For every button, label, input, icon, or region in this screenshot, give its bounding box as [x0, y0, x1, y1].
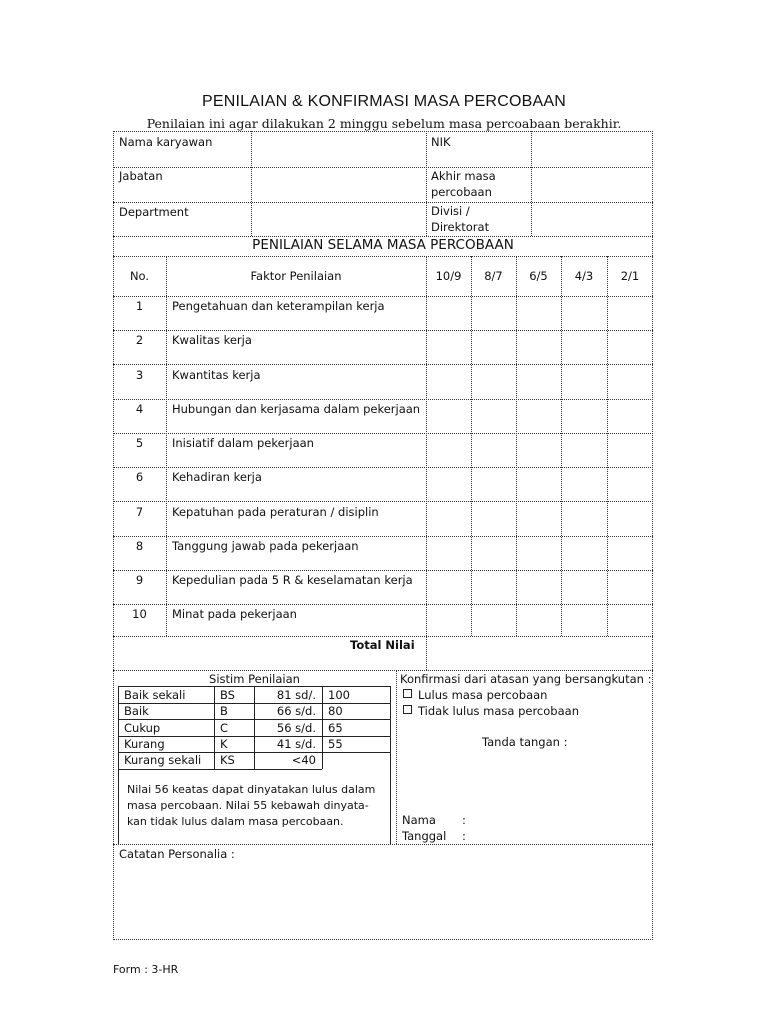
divider — [113, 570, 653, 571]
grid-line — [118, 769, 322, 770]
sistim-range: 66 s/d. — [276, 704, 316, 718]
option-lulus-label: Lulus masa percobaan — [418, 688, 548, 702]
sistim-title: Sistim Penilaian — [209, 672, 300, 686]
tanggal-colon: : — [462, 829, 466, 843]
grid-line — [390, 686, 391, 844]
sistim-range: <40 — [291, 753, 316, 767]
divider — [113, 167, 653, 168]
row-label: Pengetahuan dan keterampilan kerja — [172, 299, 385, 313]
divider — [396, 670, 397, 844]
row-no: 1 — [135, 299, 144, 313]
label-jabatan: Jabatan — [119, 169, 163, 183]
konfirmasi-title: Konfirmasi dari atasan yang bersangkutan : — [400, 672, 652, 686]
sistim-max: 55 — [328, 737, 343, 751]
divider — [516, 256, 517, 636]
option-tidak-lulus-label: Tidak lulus masa percobaan — [418, 704, 579, 718]
col-header-score: 2/1 — [620, 269, 640, 283]
label-nama-karyawan: Nama karyawan — [119, 135, 213, 149]
col-header-score: 10/9 — [435, 269, 462, 283]
page-title: PENILAIAN & KONFIRMASI MASA PERCOBAAN — [202, 93, 566, 110]
row-label: Kepedulian pada 5 R & keselamatan kerja — [172, 573, 413, 587]
divider — [426, 131, 427, 236]
col-header-score: 8/7 — [484, 269, 503, 283]
tanda-tangan-label: Tanda tangan : — [482, 735, 568, 749]
sistim-max: 65 — [328, 721, 343, 735]
catatan-field[interactable] — [116, 864, 651, 938]
sistim-range: 41 s/d. — [276, 737, 316, 751]
sistim-max: 100 — [328, 688, 350, 702]
sistim-note-line: Nilai 56 keatas dapat dinyatakan lulus dalam — [127, 783, 376, 796]
sistim-note-line: kan tidak lulus dalam masa percobaan. — [127, 815, 344, 828]
divider — [166, 256, 167, 636]
divider — [531, 131, 532, 236]
divider — [113, 501, 653, 502]
nama-colon: : — [462, 813, 466, 827]
nama-field[interactable] — [472, 811, 650, 827]
row-label: Kepatuhan pada peraturan / disiplin — [172, 505, 379, 519]
divider — [113, 604, 653, 605]
divider — [426, 256, 427, 670]
tanggal-field[interactable] — [472, 827, 650, 843]
divider — [561, 256, 562, 636]
divider — [113, 330, 653, 331]
row-no: 5 — [135, 436, 144, 450]
divider — [113, 433, 653, 434]
sistim-label: Kurang — [124, 737, 165, 751]
col-header-faktor: Faktor Penilaian — [250, 269, 342, 283]
row-no: 7 — [135, 505, 144, 519]
grid-line — [322, 686, 323, 769]
sistim-label: Baik — [124, 704, 149, 718]
sistim-max: 80 — [328, 704, 343, 718]
tanggal-label: Tanggal — [402, 829, 447, 843]
checkbox-tidak-lulus[interactable] — [403, 705, 412, 714]
divider — [113, 296, 653, 297]
row-no: 3 — [135, 368, 144, 382]
divider — [607, 256, 608, 636]
signature-area[interactable] — [400, 752, 650, 810]
divider — [113, 256, 653, 257]
label-akhir-masa-2: percobaan — [431, 185, 492, 199]
row-label: Kwantitas kerja — [172, 368, 261, 382]
divisi-field[interactable] — [533, 204, 651, 235]
sistim-code: C — [220, 721, 229, 735]
department-field[interactable] — [253, 204, 425, 235]
col-header-no: No. — [129, 269, 150, 283]
label-department: Department — [119, 205, 189, 219]
sistim-range: 56 s/d. — [276, 721, 316, 735]
sistim-code: KS — [220, 753, 235, 767]
row-no: 2 — [135, 333, 144, 347]
row-label: Minat pada pekerjaan — [172, 607, 297, 621]
divider — [113, 467, 653, 468]
row-no: 9 — [135, 573, 144, 587]
row-label: Inisiatif dalam pekerjaan — [172, 436, 314, 450]
option-tidak-lulus[interactable] — [403, 703, 579, 719]
grid-line — [214, 686, 215, 769]
nama-label: Nama — [402, 813, 436, 827]
catatan-label: Catatan Personalia : — [119, 847, 235, 861]
page-subtitle: Penilaian ini agar dilakukan 2 minggu sebelum masa percoabaan berakhir. — [146, 116, 622, 131]
col-header-score: 6/5 — [529, 269, 548, 283]
sistim-code: B — [220, 704, 228, 718]
divider — [113, 399, 653, 400]
row-no: 8 — [135, 539, 144, 553]
row-label: Kehadiran kerja — [172, 470, 262, 484]
sistim-label: Baik sekali — [124, 688, 186, 702]
checkbox-lulus[interactable] — [403, 689, 412, 698]
col-header-score: 4/3 — [574, 269, 594, 283]
label-divisi: Divisi / — [431, 204, 470, 218]
section-title: PENILAIAN SELAMA MASA PERCOBAAN — [252, 237, 514, 253]
nik-field[interactable] — [533, 133, 651, 166]
divider — [113, 536, 653, 537]
option-lulus[interactable] — [403, 687, 547, 703]
jabatan-field[interactable] — [253, 169, 425, 201]
row-no: 10 — [132, 607, 147, 621]
sistim-label: Kurang sekali — [124, 753, 202, 767]
label-nik: NIK — [431, 135, 451, 149]
akhir-masa-field[interactable] — [533, 169, 651, 201]
row-label: Hubungan dan kerjasama dalam pekerjaan — [172, 402, 421, 416]
row-no: 6 — [135, 470, 144, 484]
sistim-range: 81 sd/. — [276, 688, 316, 702]
label-akhir-masa: Akhir masa — [431, 169, 496, 183]
divider — [251, 131, 252, 236]
divider — [471, 256, 472, 636]
sistim-note-line: masa percobaan. Nilai 55 kebawah dinyata- — [127, 799, 369, 812]
nama-karyawan-field[interactable] — [253, 133, 425, 166]
row-label: Tanggung jawab pada pekerjaan — [172, 539, 359, 553]
total-label: Total Nilai — [350, 638, 415, 652]
grid-line — [118, 686, 119, 844]
label-direktorat: Direktorat — [431, 220, 490, 234]
sistim-code: K — [220, 737, 228, 751]
row-label: Kwalitas kerja — [172, 333, 252, 347]
form-code: Form : 3-HR — [113, 963, 179, 976]
divider — [113, 202, 653, 203]
sistim-label: Cukup — [124, 721, 161, 735]
row-no: 4 — [135, 402, 144, 416]
divider — [113, 844, 653, 845]
sistim-code: BS — [220, 688, 235, 702]
total-field[interactable] — [428, 638, 651, 669]
divider — [113, 364, 653, 365]
